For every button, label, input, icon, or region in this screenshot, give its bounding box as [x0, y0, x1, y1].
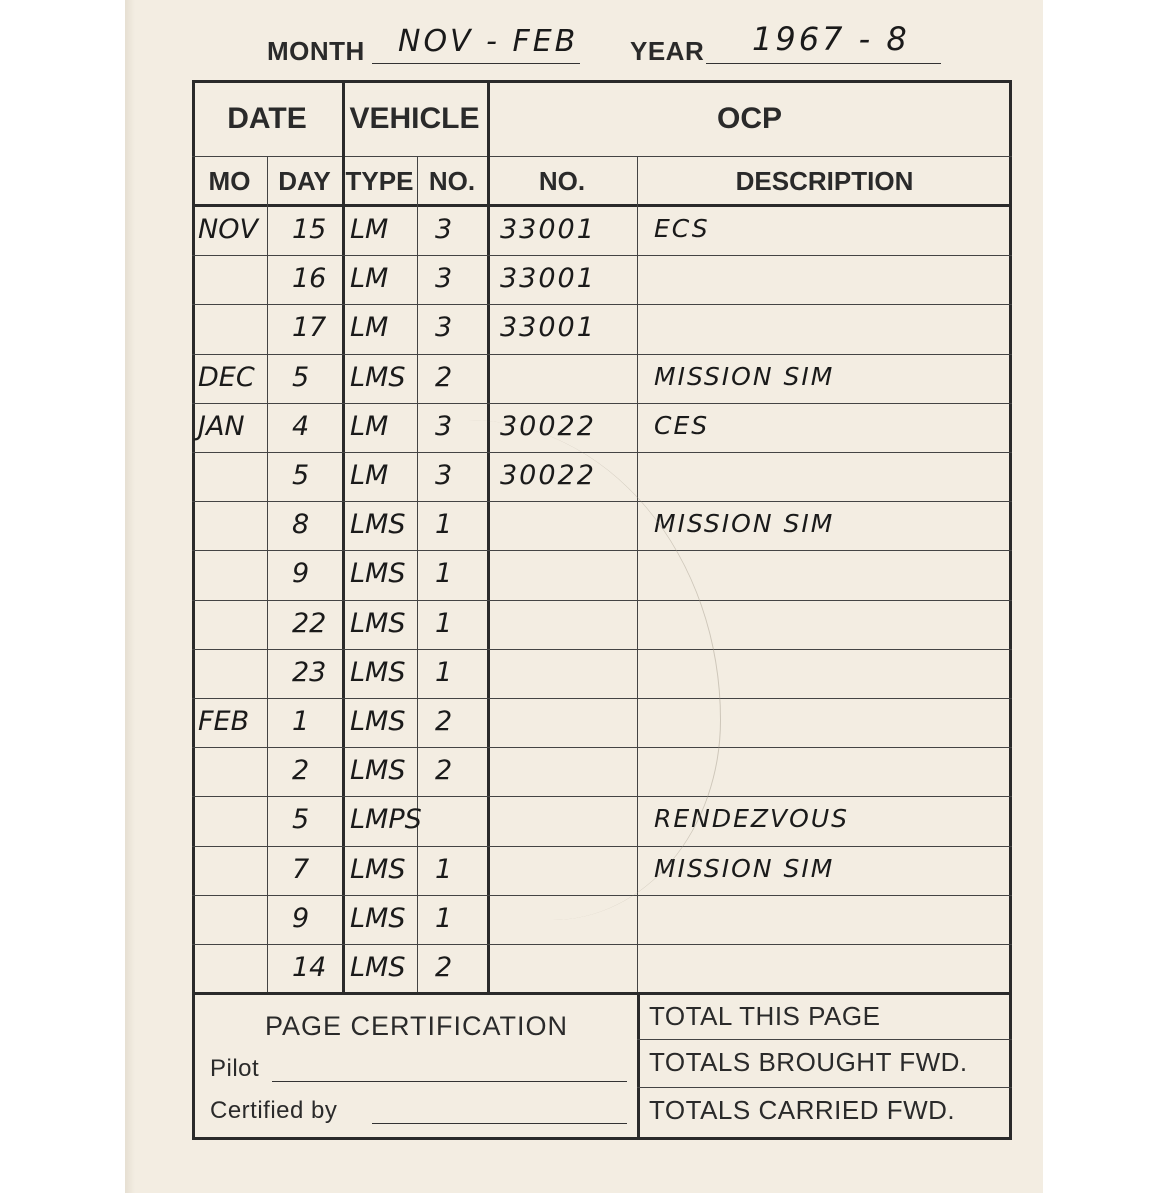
header-date: DATE	[227, 102, 307, 135]
cell-description: MISSION SIM	[654, 361, 835, 391]
cell-type: LM	[350, 460, 389, 491]
cell-mo: FEB	[198, 706, 250, 737]
footer-top-rule	[192, 992, 1012, 995]
cell-no: 2	[435, 361, 453, 393]
row-rule	[192, 747, 1012, 748]
header-vehicle-no: NO.	[428, 166, 476, 196]
cell-type: LMS	[350, 902, 406, 934]
cell-ocp-no: 30022	[500, 410, 596, 442]
certified-by-label: Certified by	[210, 1097, 338, 1125]
flight-log-table	[192, 80, 1012, 1140]
row-rule	[192, 403, 1012, 404]
cell-no: 1	[435, 656, 453, 688]
year-value: 1967 - 8	[752, 20, 910, 58]
row-rule	[192, 255, 1012, 256]
column-divider	[267, 156, 268, 993]
header-bottom-rule	[192, 204, 1012, 207]
cell-mo: JAN	[198, 410, 245, 442]
row-rule	[192, 354, 1012, 355]
cell-description: MISSION SIM	[654, 853, 835, 883]
cell-type: LMS	[350, 853, 406, 885]
page-certification-title: PAGE CERTIFICATION	[265, 1011, 569, 1042]
row-rule	[192, 846, 1012, 847]
row-rule	[192, 944, 1012, 945]
totals-carried-fwd-label: TOTALS CARRIED FWD.	[649, 1095, 956, 1126]
column-divider	[637, 156, 638, 993]
cell-no: 2	[435, 706, 453, 737]
totals-brought-fwd-label: TOTALS BROUGHT FWD.	[649, 1047, 968, 1078]
month-underline	[372, 63, 580, 64]
table-border-right	[1009, 80, 1012, 1140]
header-ocp-no: NO.	[538, 166, 586, 196]
cell-type: LMPS	[350, 804, 422, 836]
cell-day: 23	[292, 656, 327, 688]
cell-type: LMS	[350, 607, 406, 639]
cell-day: 5	[292, 361, 310, 393]
table-border-left	[192, 80, 195, 1140]
group-divider	[342, 80, 345, 993]
header-day: DAY	[278, 166, 331, 196]
footer-divider	[637, 993, 640, 1140]
header-mo: MO	[208, 166, 251, 196]
pilot-label: Pilot	[210, 1055, 260, 1083]
cell-day: 4	[292, 410, 310, 442]
year-underline	[706, 63, 941, 64]
year-label: YEAR	[630, 36, 705, 66]
header-vehicle: VEHICLE	[349, 102, 480, 135]
cell-no: 1	[435, 607, 453, 639]
cell-no: 1	[435, 902, 453, 934]
cell-ocp-no: 33001	[500, 312, 596, 344]
certified-by-signature-line[interactable]	[372, 1123, 627, 1124]
header-divider	[192, 156, 1012, 157]
cell-mo: DEC	[198, 361, 255, 393]
cell-description: ECS	[654, 214, 710, 243]
footer-row-rule	[637, 1039, 1012, 1040]
cell-type: LM	[350, 214, 389, 245]
cell-description: CES	[654, 410, 710, 440]
cell-day: 2	[292, 755, 310, 787]
column-divider	[417, 156, 418, 993]
table-border-top	[192, 80, 1012, 83]
cell-day: 5	[292, 460, 310, 491]
row-rule	[192, 550, 1012, 551]
cell-description: MISSION SIM	[654, 509, 835, 539]
cell-day: 17	[292, 312, 327, 344]
month-label: MONTH	[267, 36, 365, 66]
cell-day: 16	[292, 263, 327, 295]
pilot-signature-line[interactable]	[272, 1081, 627, 1082]
row-rule	[192, 649, 1012, 650]
table-border-bottom	[192, 1137, 1012, 1140]
header-description: DESCRIPTION	[735, 166, 914, 196]
cell-day: 8	[292, 509, 310, 541]
cell-ocp-no: 33001	[500, 263, 596, 295]
cell-no: 3	[435, 214, 453, 245]
row-rule	[192, 452, 1012, 453]
cell-mo: NOV	[198, 214, 258, 245]
footer-row-rule	[637, 1087, 1012, 1088]
header-ocp: OCP	[716, 102, 782, 135]
cell-no: 1	[435, 853, 453, 885]
cell-no: 1	[435, 509, 453, 541]
month-value: NOV - FEB	[398, 24, 579, 59]
cell-day: 1	[292, 706, 310, 737]
cell-day: 5	[292, 804, 310, 836]
cell-no: 3	[435, 263, 453, 295]
cell-no: 3	[435, 410, 453, 442]
group-divider	[487, 80, 490, 993]
row-rule	[192, 304, 1012, 305]
cell-type: LMS	[350, 509, 406, 541]
cell-no: 2	[435, 952, 453, 983]
cell-day: 9	[292, 902, 310, 934]
row-rule	[192, 895, 1012, 896]
cell-no: 3	[435, 312, 453, 344]
cell-type: LMS	[350, 558, 406, 590]
cell-no: 2	[435, 755, 453, 787]
cell-day: 9	[292, 558, 310, 590]
cell-day: 15	[292, 214, 327, 245]
cell-type: LMS	[350, 952, 406, 983]
row-rule	[192, 600, 1012, 601]
cell-ocp-no: 30022	[500, 460, 596, 491]
cell-no: 1	[435, 558, 453, 590]
cell-description: RENDEZVOUS	[654, 804, 849, 834]
row-rule	[192, 796, 1012, 797]
cell-type: LM	[350, 312, 389, 344]
cell-type: LMS	[350, 706, 406, 737]
cell-no: 3	[435, 460, 453, 491]
cell-type: LM	[350, 410, 389, 442]
cell-day: 14	[292, 952, 327, 983]
cell-type: LM	[350, 263, 389, 295]
cell-type: LMS	[350, 755, 406, 787]
header-type: TYPE	[345, 166, 414, 196]
cell-day: 22	[292, 607, 327, 639]
total-this-page-label: TOTAL THIS PAGE	[649, 1001, 881, 1032]
row-rule	[192, 501, 1012, 502]
cell-day: 7	[292, 853, 310, 885]
cell-type: LMS	[350, 656, 406, 688]
row-rule	[192, 698, 1012, 699]
cell-ocp-no: 33001	[500, 214, 596, 245]
cell-type: LMS	[350, 361, 406, 393]
